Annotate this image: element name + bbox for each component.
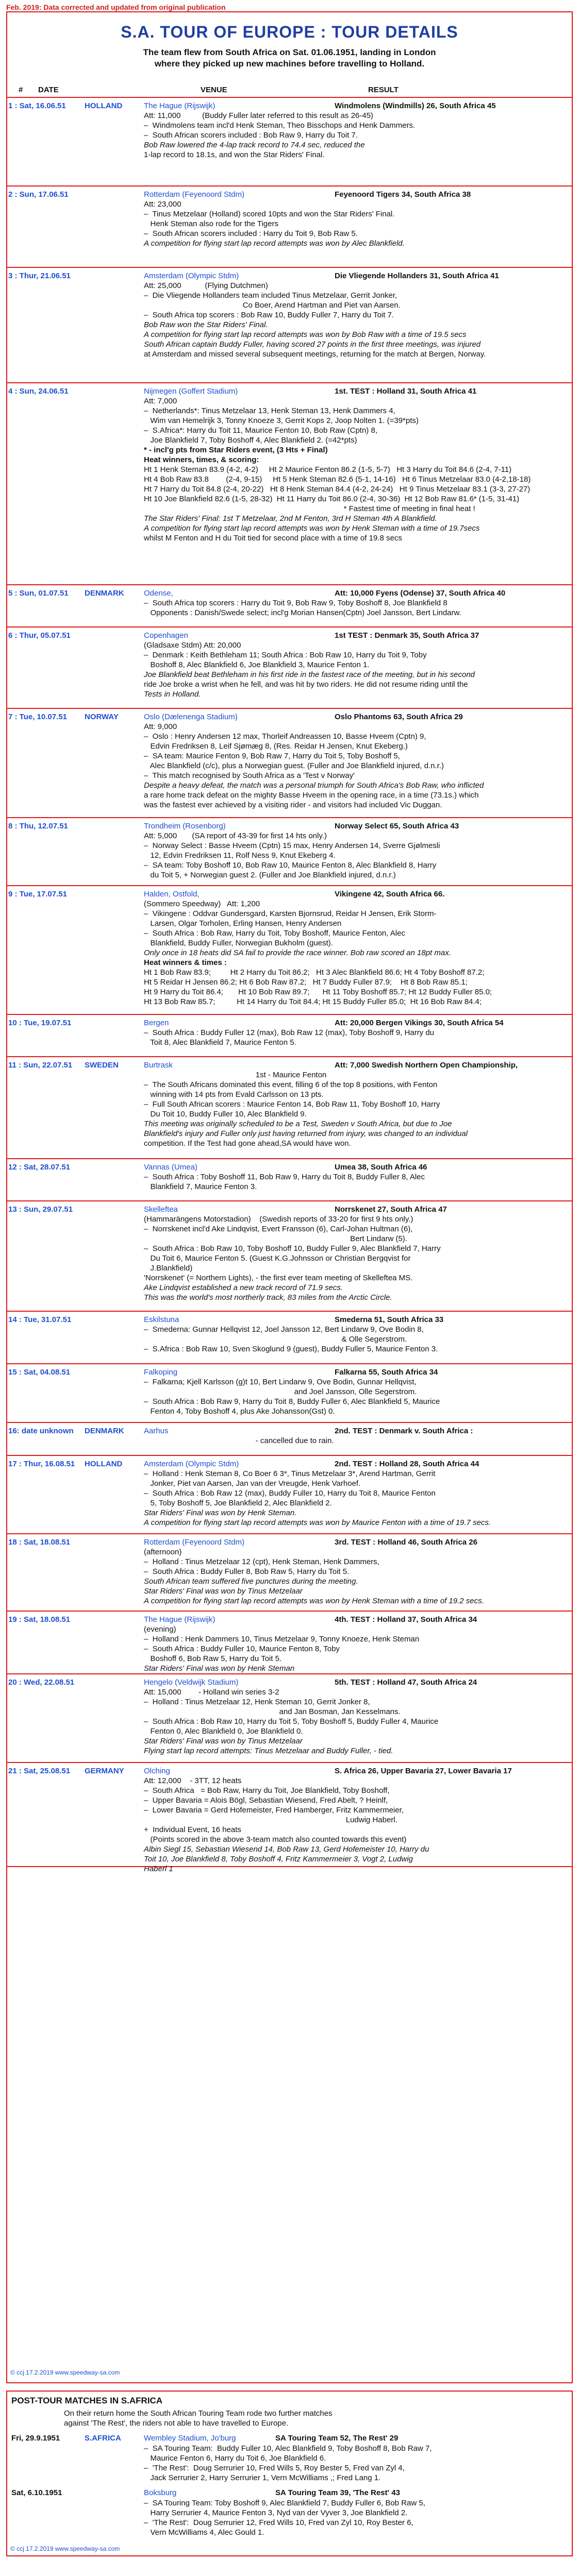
fixture-detail-line: Bert Lindarw (5). [144,1234,407,1243]
fixture-detail-line: - cancelled due to rain. [144,1436,334,1445]
fixture-headline [144,1315,567,1325]
post-tour-intro-1: On their return home the South African Touring Team rode two further matches [64,2409,333,2418]
post-match-line: – SA Touring Team: Toby Boshoff 9, Alec Blankfield 7, Buddy Fuller 6, Bob Raw 5, [144,2499,425,2507]
fixture-date: 3 : Thur, 21.06.51 [8,272,71,280]
fixture-result: S. Africa 26, Upper Bavaria 27, Lower Bavaria 17 [335,1767,512,1775]
fixture-headline [144,1018,567,1028]
fixture-detail-line: – South Africa : Bob Raw, Harry du Toit, Toby Boshoff, Maurice Fenton, Alec [144,929,405,938]
fixture-detail-line: Despite a heavy defeat, the match was a personal triumph for South Africa's Bob Raw, who inflicted [144,781,484,790]
fixture-row [7,886,572,1015]
fixture-detail-line: – Lower Bavaria = Gerd Hofemeister, Fred Hamberger, Fritz Kammermeier, [144,1806,404,1815]
fixture-result: 1st TEST : Denmark 35, South Africa 37 [335,631,479,640]
fixture-headline [144,1615,567,1624]
header-num: # [19,86,23,94]
fixture-headline [144,386,567,396]
fixture-headline [144,1766,567,1776]
fixture-headline [144,190,567,199]
fixture-row [7,1015,572,1057]
fixture-detail-line: Blankfield 7, Maurice Fenton 3. [144,1182,257,1191]
fixture-detail-line: – SA team: Maurice Fenton 9, Bob Raw 7, Harry du Toit 5, Toby Boshoff 5, [144,752,400,760]
fixture-venue: Burtrask [144,1061,173,1070]
post-match-venue: Boksburg [144,2488,177,2497]
post-match-line: – 'The Rest': Doug Serrurier 12, Fred Wills 10, Fred van Zyl 10, Roy Bester 6, [144,2518,413,2527]
fixture-country: NORWAY [85,713,119,721]
post-match-date: Fri, 29.9.1951 [11,2434,60,2443]
fixture-venue: Halden, Ostfold, [144,890,200,899]
fixture-detail-line: Tests in Holland. [144,690,201,699]
post-tour-matches [7,2433,572,2537]
fixture-detail-line: – South Africa : Bob Raw 10, Toby Boshoff 10, Buddy Fuller 9, Alec Blankfield 7, Harry [144,1244,441,1253]
fixture-detail-line: – Norrskenet incl'd Ake Lindqvist, Evert Fransson (6), Carl-Johan Hultman (6), [144,1225,413,1233]
correction-note: Feb. 2019: Data corrected and updated from original publication [6,3,226,11]
fixture-date: 11 : Sun, 22.07.51 [8,1061,73,1070]
fixture-detail-line: Star Riders' Final was won by Henk Steman. [144,1509,297,1517]
fixture-detail-line: 1-lap record to 18.1s, and won the Star Riders' Final. [144,150,325,159]
fixture-detail-line: Haberl 1 [144,1865,173,1873]
fixture-detail-line: Att: 12,000 - 3TT, 12 heats [144,1776,242,1785]
fixture-detail-line: Bob Raw won the Star Riders' Final. [144,320,268,329]
post-match-line: Vern McWilliams 4, Alec Gould 1. [144,2528,264,2537]
fixture-detail-line: * Fastest time of meeting in final heat ! [144,504,475,513]
fixture-detail-line: Only once in 18 heats did SA fail to provide the race winner. Bob raw scored an 18pt max. [144,948,451,957]
fixture-detail-line: Ludwig Haberl. [144,1816,397,1824]
fixture-row [7,1057,572,1159]
fixture-venue: Rotterdam (Feyenoord Stdm) [144,1538,245,1547]
fixture-detail-line: 12, Edvin Fredriksen 11, Rolf Ness 9, Knut Ekeberg 4. [144,851,336,860]
fixture-date: 15 : Sat, 04.08.51 [8,1368,71,1377]
fixture-venue: Aarhus [144,1427,169,1435]
fixture-detail-line: * - incl'g pts from Star Riders event, (3 Hts + Final) [144,446,328,454]
fixture-headline [144,271,567,281]
fixture-headline [144,712,567,722]
fixture-result: Windmolens (Windmills) 26, South Africa 45 [335,101,496,110]
fixture-result: 3rd. TEST : Holland 46, South Africa 26 [335,1538,477,1547]
fixture-body [144,712,567,810]
fixture-date: 21 : Sat, 25.08.51 [8,1767,71,1775]
fixture-detail-line: – Falkarna; Kjell Karlsson (g)t 10, Bert Lindarw 9, Ove Bodin, Gunnar Hellqvist, [144,1378,417,1386]
fixture-detail-line: Du Toit 6, Maurice Fenton 5. (Guest K.G.Johnsson or Christian Bergqvist for [144,1254,411,1263]
fixture-detail-line: (afternoon) [144,1548,182,1556]
fixture-detail-line: Joe Blankfield beat Bethleham in his first ride in the fastest race of the meeting, but in his second [144,670,475,679]
fixture-result: 2nd. TEST : Holland 28, South Africa 44 [335,1460,479,1468]
fixture-date: 18 : Sat, 18.08.51 [8,1538,71,1547]
fixture-venue: Bergen [144,1019,169,1027]
post-match-line: Harry Serrurier 4, Maurice Fenton 3, Nyd van der Vyver 3, Joe Blankfield 2. [144,2509,408,2517]
fixture-row [7,1364,572,1423]
fixture-detail-line: – Holland : Henk Dammers 10, Tinus Metzelaar 9, Tonny Knoeze, Henk Steman [144,1635,420,1643]
header-date: DATE [38,86,59,94]
fixture-detail-line: Opponents : Danish/Swede select; incl'g Morian Hansen(Cptn) Joel Jansson, Bert Lindarw. [144,608,461,617]
fixture-detail-line: Toit 10, Joe Blankfield 8, Toby Boshoff 4, Fritz Kammermeier 3, Vogt 2, Ludwig [144,1855,413,1863]
fixture-row [7,1763,572,1873]
fixture-result: 2nd. TEST : Denmark v. South Africa : [335,1427,473,1435]
fixture-detail-line: was the fastest ever achieved by a visiting rider - and visitors had included Vic Duggan. [144,801,442,809]
fixture-body [144,190,567,248]
post-match-result: SA Touring Team 39, 'The Rest' 43 [275,2488,400,2497]
fixture-date: 19 : Sat, 18.08.51 [8,1615,71,1624]
fixture-detail-line: & Olle Segerstrom. [144,1335,407,1344]
fixture-detail-line: Toit 8, Alec Blankfield 7, Maurice Fenton 5. [144,1038,296,1047]
fixture-detail-line: – South Africa : Bob Raw 10, Harry du Toit 5, Toby Boshoff 5, Buddy Fuller 4, Maurice [144,1717,439,1726]
post-match-line: – 'The Rest': Doug Serrurier 10, Fred Wills 5, Roy Bester 5, Fred van Zyl 4, [144,2464,405,2472]
fixture-result: Att: 7,000 Swedish Northern Open Championship, [335,1061,518,1070]
post-match [7,2433,572,2483]
fixture-detail-line: A competition for flying start lap record attempts was won by Maurice Fenton with a time of 19.7 secs. [144,1518,491,1527]
fixture-result: Norway Select 65, South Africa 43 [335,822,459,831]
fixture-date: 13 : Sun, 29.07.51 [8,1205,73,1214]
fixture-headline [144,1426,567,1436]
fixture-result: Falkarna 55, South Africa 34 [335,1368,438,1377]
fixture-detail-line: – South Africa : Toby Boshoff 11, Bob Raw 9, Harry du Toit 8, Buddy Fuller 8, Alec [144,1173,425,1181]
fixture-detail-line: (Sommero Speedway) Att: 1,200 [144,900,260,908]
post-match-venue: Wembley Stadium, Jo'burg [144,2434,236,2443]
fixture-detail-line: Larsen, Olgar Torholen, Erling Hansen, Henry Andersen [144,919,342,928]
fixture-venue: Skelleftea [144,1205,178,1214]
post-match-date: Sat, 6.10.1951 [11,2488,62,2497]
fixture-detail-line: at Amsterdam and missed several subsequent meetings, returning for the match at Bergen, Norway. [144,350,486,359]
fixture-body [144,1162,567,1192]
fixture-country: GERMANY [85,1767,124,1775]
fixture-venue: Eskilstuna [144,1315,179,1324]
fixture-detail-line: Att: 11,000 (Buddy Fuller later referred to this result as 26-45) [144,111,373,120]
fixture-result: Umea 38, South Africa 46 [335,1163,427,1172]
fixture-detail-line: – South Africa : Buddy Fuller 12 (max), Bob Raw 12 (max), Toby Boshoff 9, Harry du [144,1028,435,1037]
fixture-detail-line: Ake Lindqvist established a new track record of 71.9 secs. [144,1283,343,1292]
fixture-date: 8 : Thu, 12.07.51 [8,822,68,831]
table-header [7,83,572,98]
fixture-detail-line: (Gladsaxe Stdm) Att: 20,000 [144,641,241,650]
fixture-detail-line: – South Africa : Buddy Fuller 10, Maurice Fenton 8, Toby [144,1645,340,1653]
fixture-result: Die Vliegende Hollanders 31, South Africa 41 [335,272,499,280]
fixture-detail-line: Star Riders' Final was won by Tinus Metzelaar [144,1587,303,1596]
fixture-venue: Trondheim (Rosenborg) [144,822,226,831]
fixture-detail-line: Edvin Fredriksen 8, Leif Sjømæg 8, (Res. Reidar H Jensen, Knut Ekeberg.) [144,742,408,751]
fixture-row [7,187,572,268]
fixture-row [7,268,572,383]
fixture-body [144,386,567,543]
fixture-row [7,1159,572,1201]
fixture-body [144,821,567,880]
fixture-detail-line: – Holland : Tinus Metzelaar 12 (cpt), Henk Steman, Henk Dammers, [144,1557,379,1566]
fixture-result: 1st. TEST : Holland 31, South Africa 41 [335,387,477,396]
fixture-detail-line: Jonker, Piet van Aarsen, Jan van der Vreugde, Henk Varhoef. [144,1479,361,1488]
fixture-venue: Olching [144,1767,170,1775]
fixture-detail-line: Att: 9,000 [144,722,177,731]
fixture-detail-line: Wim van Hemelrijk 3, Tonny Knoeze 3, Gerrit Kops 2, Joop Nolten 1. (=39*pts) [144,416,419,425]
fixture-detail-line: – South African scorers included : Harry du Toit 9, Bob Raw 5. [144,229,358,238]
fixture-headline [144,1459,567,1469]
fixture-result: Smederna 51, South Africa 33 [335,1315,444,1324]
fixture-venue: Copenhagen [144,631,188,640]
fixture-detail-line: Ht 4 Bob Raw 83.8 (2-4, 9-15) Ht 5 Henk Steman 82.6 (5-1, 14-16) Ht 6 Tinus Metzelaar 83.0 (4-2,18-18) [144,475,531,484]
fixture-body [144,1459,567,1528]
fixture-detail-line: – South Africa = Bob Raw, Harry du Toit, Joe Blankfield, Toby Boshoff, [144,1786,390,1795]
fixture-country: HOLLAND [85,101,123,110]
fixture-row [7,1534,572,1612]
fixture-body [144,1677,567,1756]
post-match-line: Maurice Fenton 6, Harry du Toit 6, Joe Blankfield 6. [144,2454,326,2463]
post-match-line: – SA Touring Team: Buddy Fuller 10, Alec Blankfield 9, Toby Boshoff 8, Bob Raw 7, [144,2444,432,2453]
fixture-detail-line: – South African scorers included : Bob Raw 9, Harry du Toit 7. [144,131,358,140]
fixture-detail-line: The Star Riders' Final: 1st T Metzelaar, 2nd M Fenton, 3rd H Steman 4th A Blankfield. [144,514,437,523]
subtitle-line-2: where they picked up new machines before travelling to Holland. [154,59,425,69]
fixture-date: 5 : Sun, 01.07.51 [8,589,69,598]
fixture-detail-line: – Netherlands*: Tinus Metzelaar 13, Henk Steman 13, Henk Dammers 4, [144,406,395,415]
fixture-detail-line: Star Riders' Final was won by Tinus Metzelaar [144,1737,303,1745]
fixture-headline [144,889,567,899]
fixture-country: DENMARK [85,589,124,598]
fixture-row [7,628,572,709]
fixture-body [144,1537,567,1606]
fixture-result: Vikingene 42, South Africa 66. [335,890,445,899]
fixture-row [7,818,572,886]
fixture-result: Feyenoord Tigers 34, South Africa 38 [335,190,471,199]
fixture-row [7,383,572,585]
fixture-detail-line: 5, Toby Boshoff 5, Joe Blankfield 2, Alec Blankfield 2. [144,1499,332,1507]
fixture-headline [144,631,567,640]
fixture-detail-line: Heat winners, times, & scoring: [144,455,259,464]
fixture-detail-line: – Upper Bavaria = Alois Bögl, Sebastian Wiesend, Fred Abelt, ? Heinlf, [144,1796,388,1805]
fixture-row [7,1456,572,1534]
fixture-detail-line: – Die Vliegende Hollanders team included Tinus Metzelaar, Gerrit Jonker, [144,291,397,300]
fixture-detail-line: competition. If the Test had gone ahead,SA would have won. [144,1139,351,1148]
fixture-detail-line: Blankfield's injury and Fuller only just having returned from injury, was changed to an individual [144,1129,468,1138]
fixture-date: 17 : Thur, 16.08.51 [8,1460,75,1468]
fixture-detail-line: – Smederna: Gunnar Hellqvist 12, Joel Jansson 12, Bert Lindarw 9, Ove Bodin 8, [144,1325,424,1334]
fixture-detail-line: Henk Steman also rode for the Tigers [144,219,278,228]
fixture-detail-line: – Norway Select : Basse Hveem (Cptn) 15 max, Henry Andersen 14, Sverre Gjølmesli [144,841,440,850]
fixture-headline [144,1060,567,1070]
fixture-detail-line: whilst M Fenton and H du Toit tied for second place with a time of 19.8 secs [144,534,402,543]
post-match-headline [7,2488,572,2498]
fixture-detail-line: (evening) [144,1625,176,1634]
fixture-detail-line: South African team suffered five punctures during the meeting. [144,1577,358,1586]
fixture-venue: The Hague (Rijswijk) [144,1615,216,1624]
fixture-body [144,588,567,618]
fixture-detail-line: – Holland : Tinus Metzelaar 12, Henk Steman 10, Gerrit Jonker 8, [144,1698,370,1706]
post-match [7,2488,572,2537]
fixture-detail-line: – Windmolens team incl'd Henk Steman, Theo Bisschops and Henk Dammers. [144,121,416,130]
fixture-detail-line: Heat winners & times : [144,958,227,967]
fixture-detail-line: – This match recognised by South Africa as a 'Test v Norway' [144,771,355,780]
fixture-detail-line: – SA team: Toby Boshoff 10, Bob Raw 10, Maurice Fenton 8, Alec Blankfield 8, Harry [144,861,437,870]
fixture-detail-line: – South Africa top scorers : Bob Raw 10, Buddy Fuller 7, Harry du Toit 7. [144,311,394,319]
fixture-detail-line: – S.Africa*: Harry du Toit 11, Maurice Fenton 10, Bob Raw (Cptn) 8, [144,426,377,435]
fixture-detail-line: 'Norrskenet' (= Northern Lights), - the first ever team meeting of Skelleftea MS. [144,1274,413,1282]
fixture-detail-line: – The South Africans dominated this event, filling 6 of the top 8 positions, with Fenton [144,1080,438,1089]
fixture-date: 14 : Tue, 31.07.51 [8,1315,72,1324]
post-match-line: Jack Serrurier 2, Harry Serrurier 1, Vern McWilliams ,; Fred Lang 1. [144,2473,381,2482]
fixture-detail-line: Boshoff 6, Bob Raw 5, Harry du Toit 5. [144,1654,282,1663]
fixture-detail-line: Ht 5 Reidar H Jensen 86.2; Ht 6 Bob Raw 87.2; Ht 7 Buddy Fuller 87.9; Ht 8 Bob Raw 85.1; [144,978,468,987]
fixture-detail-line: A competition for flying start lap record attempts was won by Henk Steman with a time of 19.2 secs. [144,1597,484,1605]
post-tour-heading: POST-TOUR MATCHES IN S.AFRICA [11,2396,163,2405]
fixture-detail-line: Ht 1 Bob Raw 83.9; Ht 2 Harry du Toit 86.2; Ht 3 Alec Blankfield 86.6; Ht 4 Toby Boshoff 87.2; [144,968,485,977]
fixture-detail-line: South African captain Buddy Fuller, having scored 27 points in the first three meetings, was injured [144,340,481,349]
fixture-body [144,1060,567,1148]
post-match-result: SA Touring Team 52, The Rest' 29 [275,2434,399,2443]
fixture-date: 1 : Sat, 16.06.51 [8,101,66,110]
fixture-detail-line: A competition for flying start lap record attempts was won by Henk Steman with a time of 19.7secs [144,524,480,533]
fixture-detail-line: Att: 5,000 (SA report of 43-39 for first 14 hts only.) [144,832,327,840]
fixture-result: Att: 10,000 Fyens (Odense) 37, South Africa 40 [335,589,506,598]
fixture-result: Att: 20,000 Bergen Vikings 30, South Africa 54 [335,1019,504,1027]
header-venue: VENUE [201,86,227,94]
fixture-venue: Hengelo (Veldwijk Stadium) [144,1678,239,1687]
fixture-detail-line: a rare home track defeat on the mighty Basse Hveem in the opening race, in a time (73.1s.) which [144,791,479,800]
fixture-body [144,101,567,160]
fixture-detail-line: Bob Raw lowered the 4-lap track record to 74.4 sec, reduced the [144,141,365,149]
fixture-detail-line: (Hammarängens Motorstadion) (Swedish reports of 33-20 for first 9 hts only.) [144,1215,413,1224]
fixture-body [144,1615,567,1673]
fixture-body [144,1766,567,1874]
fixture-row [7,585,572,628]
fixture-date: 7 : Tue, 10.07.51 [8,713,67,721]
fixtures-list [7,98,572,1873]
fixture-date: 20 : Wed, 22.08.51 [8,1678,75,1687]
fixture-detail-line: Co Boer, Arend Hartman and Piet van Aarsen. [144,301,401,310]
fixture-row [7,1674,572,1763]
fixture-country: DENMARK [85,1427,124,1435]
fixture-body [144,631,567,699]
fixture-detail-line: Att: 7,000 [144,397,177,405]
fixture-body [144,1426,567,1446]
fixture-detail-line: – Full South African scorers : Maurice Fenton 14, Bob Raw 11, Toby Boshoff 10, Harry [144,1100,440,1109]
fixture-detail-line: – S.Africa : Bob Raw 10, Sven Skoglund 9 (guest), Buddy Fuller 5, Maurice Fenton 3. [144,1345,438,1353]
fixture-detail-line: – Vikingene : Oddvar Gundersgard, Karsten Bjornsrud, Reidar H Jensen, Erik Storm- [144,909,437,918]
fixture-row [7,709,572,818]
fixture-headline [144,1677,567,1687]
fixture-row [7,1423,572,1456]
fixture-date: 9 : Tue, 17.07.51 [8,890,67,899]
fixture-detail-line: This was the world's most northerly track, 83 miles from the Arctic Circle. [144,1293,392,1302]
fixture-date: 6 : Thur, 05.07.51 [8,631,71,640]
post-tour-panel [6,2391,573,2556]
fixture-detail-line: Ht 9 Harry du Toit 86.4; Ht 10 Bob Raw 89.7; Ht 11 Toby Boshoff 85.7; Ht 12 Buddy Fuller 85.0; [144,988,492,996]
fixture-detail-line: + Individual Event, 16 heats [144,1825,241,1834]
fixture-detail-line: J.Blankfield) [144,1264,193,1273]
fixture-detail-line: – Oslo : Henry Andersen 12 max, Thorleif Andreassen 10, Basse Hveem (Cptn) 9, [144,732,426,741]
fixture-detail-line: Albin Siegl 15, Sebastian Wiesend 14, Bob Raw 13, Gerd Hofemeister 10, Harry du [144,1845,429,1854]
fixture-detail-line: Du Toit 10, Buddy Fuller 10, Alec Blankfield 9. [144,1110,307,1118]
fixture-headline [144,1367,567,1377]
fixture-result: 5th. TEST : Holland 47, South Africa 24 [335,1678,477,1687]
fixture-venue: Rotterdam (Feyenoord Stdm) [144,190,245,199]
fixture-headline [144,1205,567,1214]
fixture-headline [144,588,567,598]
fixture-detail-line: A competition for flying start lap record attempts was won by Bob Raw with a time of 19.5 secs [144,330,467,339]
fixture-body [144,1018,567,1047]
fixture-date: 12 : Sat, 28.07.51 [8,1163,71,1172]
copyright-2: © ccj 17.2.2019 www.speedway-sa.com [10,2545,120,2552]
fixture-detail-line: Att: 23,000 [144,200,181,209]
fixture-venue: Amsterdam (Olympic Stdm) [144,272,239,280]
fixture-headline [144,821,567,831]
fixture-detail-line: Blankfield, Buddy Fuller, Norwegian Bukholm (guest). [144,939,333,947]
fixture-detail-line: Ht 13 Bob Raw 85.7; Ht 14 Harry du Toit 84.4; Ht 15 Buddy Fuller 85.0; Ht 16 Bob Raw 84.4; [144,997,482,1006]
fixture-detail-line: – South Africa top scorers : Harry du Toit 9, Bob Raw 9, Toby Boshoff 8, Joe Blankfield 8 [144,599,448,607]
fixture-detail-line: ride Joe broke a wrist when he fell, and was hit by two riders. He did not resume riding until the [144,680,468,689]
post-match-headline [7,2433,572,2444]
fixture-body [144,1367,567,1416]
fixture-detail-line: Flying start lap record attempts: Tinus Metzelaar and Buddy Fuller, - tied. [144,1747,393,1755]
fixture-detail-line: Joe Blankfield 7, Toby Boshoff 4, Alec Blankfield 2. (=42*pts) [144,436,357,445]
fixture-detail-line: – Tinus Metzelaar (Holland) scored 10pts and won the Star Riders' Final. [144,210,395,218]
fixture-detail-line: and Jan Bosman, Jan Kesselmans. [144,1707,401,1716]
fixture-detail-line: Alec Blankfield (c/c), plus a Norwegian guest. (Fuller and Joe Blankfield injured, d.n.r.) [144,761,444,770]
fixture-detail-line: Star Riders' Final was won by Henk Steman [144,1664,295,1673]
fixture-venue: The Hague (Rijswijk) [144,101,216,110]
subtitle-line-1: The team flew from South Africa on Sat. 01.06.1951, landing in London [143,47,436,57]
fixture-result: Norrskenet 27, South Africa 47 [335,1205,447,1214]
fixture-row [7,1312,572,1364]
fixture-date: 16: date unknown [8,1427,74,1435]
fixture-detail-line: – South Africa : Bob Raw 9, Harry du Toit 8, Buddy Fuller 6, Alec Blankfield 5, Maurice [144,1397,440,1406]
fixture-detail-line: A competition for flying start lap record attempts was won by Alec Blankfield. [144,239,405,248]
fixture-detail-line: du Toit 5, + Norwegian guest 2. (Fuller and Joe Blankfield injured, d.n.r.) [144,871,396,879]
fixture-detail-line: Boshoff 8, Alec Blankfield 6, Joe Blankfield 3, Maurice Fenton 1. [144,660,370,669]
fixture-date: 10 : Tue, 19.07.51 [8,1019,72,1027]
fixture-headline [144,1162,567,1172]
fixture-detail-line: – South Africa : Buddy Fuller 8, Bob Raw 5, Harry du Toit 5. [144,1567,350,1576]
fixture-result: Oslo Phantoms 63, South Africa 29 [335,713,463,721]
fixture-detail-line: Att: 15,000 - Holland win series 3-2 [144,1688,279,1697]
fixture-body [144,1315,567,1354]
fixture-country: SWEDEN [85,1061,119,1070]
fixture-headline [144,101,567,111]
fixture-date: 4 : Sun, 24.06.51 [8,387,69,396]
page-title: S.A. TOUR OF EUROPE : TOUR DETAILS [121,23,458,41]
fixture-venue: Oslo (Dælenenga Stadium) [144,713,238,721]
fixture-body [144,889,567,1007]
fixture-venue: Amsterdam (Olympic Stdm) [144,1460,239,1468]
fixture-body [144,1205,567,1302]
fixture-detail-line: winning with 14 pts from Evald Carlsson on 13 pts. [144,1090,324,1099]
fixture-detail-line: and Joel Jansson, Olle Segerstrom. [144,1387,417,1396]
fixture-row [7,1201,572,1312]
fixture-detail-line: Fenton 0, Alec Blankfield 0, Joe Blankfield 0. [144,1727,303,1736]
fixture-result: 4th. TEST : Holland 37, South Africa 34 [335,1615,477,1624]
fixture-detail-line: – Denmark : Keith Bethleham 11; South Africa : Bob Raw 10, Harry du Toit 9, Toby [144,651,427,659]
fixture-detail-line: Fenton 4, Toby Boshoff 4, plus Ake Johansson(Gst) 0. [144,1407,335,1416]
fixture-detail-line: – South Africa : Bob Raw 12 (max), Buddy Fuller 10, Harry du Toit 8, Maurice Fenton [144,1489,436,1498]
fixture-detail-line: This meeting was originally scheduled to be a Test, Sweden v South Africa, but due to Joe [144,1120,452,1128]
fixture-detail-line: 1st - Maurice Fenton [144,1071,327,1079]
copyright-1: © ccj 17.2.2019 www.speedway-sa.com [10,2369,120,2376]
fixture-detail-line: Ht 7 Harry du Toit 84.8 (2-4, 20-22) Ht 8 Henk Steman 84.4 (4-2, 24-24) Ht 9 Tinus Metzelaar 83.1 (3-3, 27-27) [144,485,531,494]
fixture-country: HOLLAND [85,1460,123,1468]
tour-details-panel [6,11,573,2383]
fixture-detail-line: Ht 10 Joe Blankfield 82.6 (1-5, 28-32) Ht 11 Harry du Toit 86.0 (2-4, 30-36) Ht 12 Bob Raw 81.6* (1-5, 31-41) [144,495,520,503]
fixture-detail-line: Ht 1 Henk Steman 83.9 (4-2, 4-2) Ht 2 Maurice Fenton 86.2 (1-5, 5-7) Ht 3 Harry du Toit 84.6 (2-4, 7-11) [144,465,512,474]
fixture-detail-line: (Points scored in the above 3-team match also counted towards this event) [144,1835,407,1844]
header-result: RESULT [368,86,399,94]
fixture-headline [144,1537,567,1547]
fixture-date: 2 : Sun, 17.06.51 [8,190,69,199]
fixture-venue: Nijmegen (Goffert Stadium) [144,387,238,396]
fixture-venue: Falkoping [144,1368,178,1377]
fixture-detail-line: – Holland : Henk Steman 8, Co Boer 6 3*, Tinus Metzelaar 3*, Arend Hartman, Gerrit [144,1469,436,1478]
post-match-country: S.AFRICA [85,2434,121,2443]
fixture-detail-line: Att: 25,000 (Flying Dutchmen) [144,281,268,290]
fixture-venue: Vannas (Umea) [144,1163,197,1172]
fixture-venue: Odense, [144,589,173,598]
fixture-body [144,271,567,359]
fixture-row [7,1612,572,1674]
fixture-row [7,98,572,187]
post-tour-intro-2: against 'The Rest', the riders not able to have travelled to Europe. [64,2419,289,2428]
